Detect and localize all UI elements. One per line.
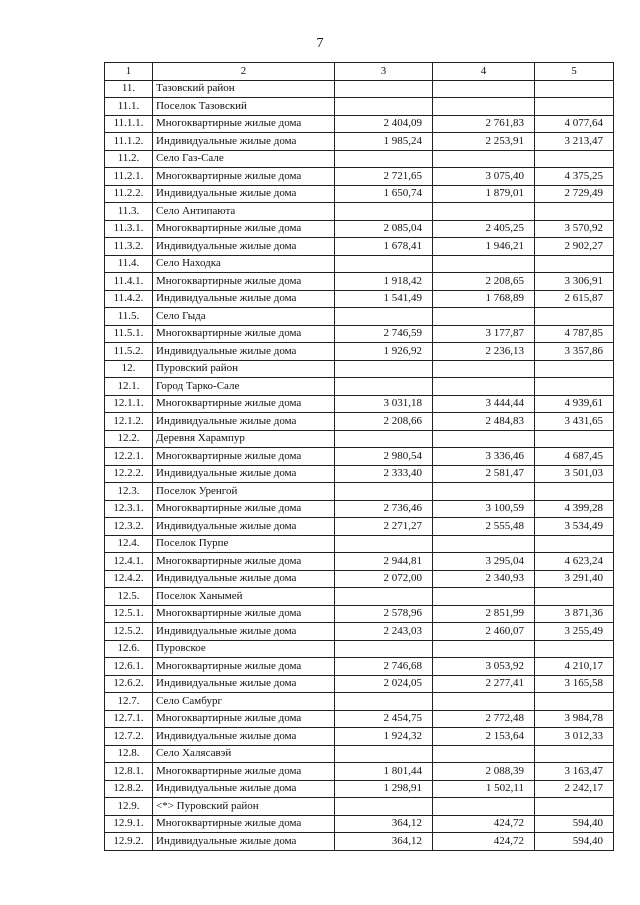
value-col5-cell: 594,40 [535, 833, 614, 851]
row-name-cell: Многоквартирные жилые дома [153, 220, 335, 238]
row-name-cell: Многоквартирные жилые дома [153, 448, 335, 466]
value-col4-cell: 424,72 [433, 833, 535, 851]
row-name-cell: Село Халясавэй [153, 745, 335, 763]
row-number-cell: 12.4. [105, 535, 153, 553]
value-col4-cell: 3 336,46 [433, 448, 535, 466]
value-col3-cell: 2 736,46 [335, 500, 433, 518]
row-name-cell: Индивидуальные жилые дома [153, 185, 335, 203]
row-name-cell: Индивидуальные жилые дома [153, 623, 335, 641]
row-number-cell: 12.3.1. [105, 500, 153, 518]
header-cell-1: 1 [105, 63, 153, 81]
row-number-cell: 12. [105, 360, 153, 378]
table-row [105, 308, 614, 326]
value-col4-cell: 3 295,04 [433, 553, 535, 571]
row-number-cell: 11.5. [105, 308, 153, 326]
value-col3-cell: 2 072,00 [335, 570, 433, 588]
table-row [105, 570, 614, 588]
row-name-cell: Многоквартирные жилые дома [153, 325, 335, 343]
row-number-cell: 11.1.2. [105, 133, 153, 151]
table-row [105, 238, 614, 256]
row-name-cell: Многоквартирные жилые дома [153, 658, 335, 676]
value-col3-cell: 2 333,40 [335, 465, 433, 483]
value-col4-cell: 1 502,11 [433, 780, 535, 798]
value-col5-cell [535, 150, 614, 168]
row-number-cell: 11. [105, 80, 153, 98]
row-number-cell: 11.2. [105, 150, 153, 168]
value-col5-cell [535, 378, 614, 396]
value-col3-cell [335, 693, 433, 711]
tariff-table [104, 62, 614, 851]
table-row [105, 255, 614, 273]
value-col3-cell [335, 483, 433, 501]
value-col3-cell: 2 085,04 [335, 220, 433, 238]
row-number-cell: 12.2.2. [105, 465, 153, 483]
table-row [105, 833, 614, 851]
value-col4-cell: 3 444,44 [433, 395, 535, 413]
row-number-cell: 11.4.1. [105, 273, 153, 291]
value-col3-cell: 2 721,65 [335, 168, 433, 186]
value-col5-cell [535, 693, 614, 711]
row-number-cell: 11.4. [105, 255, 153, 273]
table-row [105, 588, 614, 606]
value-col5-cell: 4 077,64 [535, 115, 614, 133]
row-number-cell: 12.9. [105, 798, 153, 816]
row-number-cell: 12.9.2. [105, 833, 153, 851]
row-number-cell: 12.1.2. [105, 413, 153, 431]
value-col3-cell: 3 031,18 [335, 395, 433, 413]
row-name-cell: Многоквартирные жилые дома [153, 763, 335, 781]
value-col3-cell [335, 98, 433, 116]
row-name-cell: Индивидуальные жилые дома [153, 465, 335, 483]
row-number-cell: 12.5. [105, 588, 153, 606]
table-row [105, 115, 614, 133]
value-col5-cell: 3 291,40 [535, 570, 614, 588]
value-col5-cell: 3 165,58 [535, 675, 614, 693]
row-name-cell: Индивидуальные жилые дома [153, 728, 335, 746]
row-name-cell: Индивидуальные жилые дома [153, 518, 335, 536]
value-col4-cell: 3 075,40 [433, 168, 535, 186]
value-col5-cell [535, 80, 614, 98]
row-name-cell: Индивидуальные жилые дома [153, 780, 335, 798]
value-col3-cell [335, 80, 433, 98]
table-row [105, 448, 614, 466]
value-col5-cell: 3 501,03 [535, 465, 614, 483]
value-col3-cell: 1 924,32 [335, 728, 433, 746]
row-name-cell: Поселок Уренгой [153, 483, 335, 501]
value-col4-cell: 2 484,83 [433, 413, 535, 431]
table-row [105, 658, 614, 676]
table-row [105, 273, 614, 291]
row-number-cell: 11.5.1. [105, 325, 153, 343]
value-col4-cell: 2 851,99 [433, 605, 535, 623]
row-number-cell: 12.7. [105, 693, 153, 711]
value-col3-cell: 2 980,54 [335, 448, 433, 466]
table-row [105, 640, 614, 658]
row-number-cell: 12.3. [105, 483, 153, 501]
value-col3-cell: 1 985,24 [335, 133, 433, 151]
table-row [105, 780, 614, 798]
value-col4-cell: 2 153,64 [433, 728, 535, 746]
row-name-cell: Село Находка [153, 255, 335, 273]
row-name-cell: Многоквартирные жилые дома [153, 605, 335, 623]
value-col3-cell: 364,12 [335, 815, 433, 833]
value-col3-cell: 364,12 [335, 833, 433, 851]
value-col5-cell: 3 012,33 [535, 728, 614, 746]
header-cell-3: 3 [335, 63, 433, 81]
value-col5-cell [535, 588, 614, 606]
row-number-cell: 12.5.1. [105, 605, 153, 623]
row-number-cell: 12.9.1. [105, 815, 153, 833]
row-number-cell: 11.4.2. [105, 290, 153, 308]
value-col3-cell: 2 024,05 [335, 675, 433, 693]
row-name-cell: Индивидуальные жилые дома [153, 133, 335, 151]
row-number-cell: 12.1. [105, 378, 153, 396]
table-row [105, 693, 614, 711]
value-col3-cell: 2 404,09 [335, 115, 433, 133]
value-col4-cell: 2 208,65 [433, 273, 535, 291]
table-row [105, 203, 614, 221]
value-col5-cell: 4 399,28 [535, 500, 614, 518]
table-header [105, 63, 614, 81]
value-col5-cell: 2 615,87 [535, 290, 614, 308]
table-row [105, 395, 614, 413]
value-col5-cell: 2 242,17 [535, 780, 614, 798]
row-number-cell: 12.3.2. [105, 518, 153, 536]
value-col5-cell: 3 431,65 [535, 413, 614, 431]
value-col5-cell: 3 163,47 [535, 763, 614, 781]
value-col5-cell: 3 306,91 [535, 273, 614, 291]
table-row [105, 763, 614, 781]
value-col3-cell [335, 640, 433, 658]
row-name-cell: Индивидуальные жилые дома [153, 290, 335, 308]
row-name-cell: Многоквартирные жилые дома [153, 553, 335, 571]
value-col3-cell [335, 360, 433, 378]
value-col3-cell: 2 746,68 [335, 658, 433, 676]
value-col3-cell: 2 944,81 [335, 553, 433, 571]
value-col4-cell: 2 340,93 [433, 570, 535, 588]
row-name-cell: Многоквартирные жилые дома [153, 815, 335, 833]
table-row [105, 798, 614, 816]
row-name-cell: Многоквартирные жилые дома [153, 168, 335, 186]
value-col5-cell [535, 308, 614, 326]
value-col3-cell: 1 801,44 [335, 763, 433, 781]
value-col5-cell [535, 430, 614, 448]
value-col3-cell [335, 745, 433, 763]
value-col5-cell: 3 984,78 [535, 710, 614, 728]
value-col4-cell [433, 378, 535, 396]
row-name-cell: Индивидуальные жилые дома [153, 343, 335, 361]
value-col5-cell [535, 745, 614, 763]
value-col5-cell: 4 787,85 [535, 325, 614, 343]
table-row [105, 220, 614, 238]
value-col5-cell [535, 203, 614, 221]
header-cell-2: 2 [153, 63, 335, 81]
row-name-cell: Индивидуальные жилые дома [153, 570, 335, 588]
value-col3-cell [335, 255, 433, 273]
value-col4-cell: 2 405,25 [433, 220, 535, 238]
row-number-cell: 11.3.2. [105, 238, 153, 256]
row-name-cell: Город Тарко-Сале [153, 378, 335, 396]
value-col4-cell [433, 588, 535, 606]
row-name-cell: Многоквартирные жилые дома [153, 115, 335, 133]
row-name-cell: Село Гыда [153, 308, 335, 326]
value-col4-cell: 2 236,13 [433, 343, 535, 361]
table-row [105, 430, 614, 448]
value-col5-cell: 4 375,25 [535, 168, 614, 186]
value-col3-cell [335, 308, 433, 326]
value-col3-cell: 1 926,92 [335, 343, 433, 361]
row-name-cell: Индивидуальные жилые дома [153, 413, 335, 431]
value-col3-cell: 2 746,59 [335, 325, 433, 343]
value-col3-cell [335, 535, 433, 553]
row-number-cell: 12.4.2. [105, 570, 153, 588]
row-number-cell: 12.8.1. [105, 763, 153, 781]
value-col4-cell [433, 255, 535, 273]
row-number-cell: 12.6.2. [105, 675, 153, 693]
value-col4-cell [433, 360, 535, 378]
row-number-cell: 12.1.1. [105, 395, 153, 413]
header-cell-5: 5 [535, 63, 614, 81]
table-row [105, 518, 614, 536]
table-row [105, 360, 614, 378]
value-col3-cell: 2 578,96 [335, 605, 433, 623]
row-number-cell: 12.7.2. [105, 728, 153, 746]
page-number: 7 [316, 36, 324, 51]
row-number-cell: 12.6. [105, 640, 153, 658]
row-name-cell: Деревня Харампур [153, 430, 335, 448]
row-name-cell: <*> Пуровский район [153, 798, 335, 816]
value-col3-cell: 1 678,41 [335, 238, 433, 256]
value-col4-cell [433, 798, 535, 816]
table-row [105, 605, 614, 623]
value-col4-cell [433, 150, 535, 168]
row-name-cell: Индивидуальные жилые дома [153, 833, 335, 851]
value-col4-cell [433, 98, 535, 116]
value-col5-cell: 4 939,61 [535, 395, 614, 413]
value-col5-cell: 594,40 [535, 815, 614, 833]
table-row [105, 623, 614, 641]
table-row [105, 185, 614, 203]
value-col4-cell: 2 277,41 [433, 675, 535, 693]
value-col5-cell: 2 902,27 [535, 238, 614, 256]
value-col4-cell: 1 879,01 [433, 185, 535, 203]
value-col3-cell: 2 208,66 [335, 413, 433, 431]
row-number-cell: 11.2.1. [105, 168, 153, 186]
value-col5-cell [535, 98, 614, 116]
value-col4-cell [433, 693, 535, 711]
value-col4-cell: 2 772,48 [433, 710, 535, 728]
value-col4-cell: 3 177,87 [433, 325, 535, 343]
row-number-cell: 11.3.1. [105, 220, 153, 238]
row-name-cell: Пуровское [153, 640, 335, 658]
row-name-cell: Многоквартирные жилые дома [153, 500, 335, 518]
value-col4-cell [433, 483, 535, 501]
row-number-cell: 11.2.2. [105, 185, 153, 203]
value-col3-cell: 1 298,91 [335, 780, 433, 798]
row-name-cell: Пуровский район [153, 360, 335, 378]
row-number-cell: 12.2. [105, 430, 153, 448]
table-body [105, 80, 614, 850]
value-col4-cell: 1 768,89 [433, 290, 535, 308]
value-col4-cell: 3 100,59 [433, 500, 535, 518]
value-col3-cell [335, 430, 433, 448]
table-row [105, 325, 614, 343]
value-col5-cell [535, 535, 614, 553]
value-col5-cell: 3 534,49 [535, 518, 614, 536]
table-row [105, 150, 614, 168]
value-col4-cell: 2 555,48 [433, 518, 535, 536]
value-col4-cell [433, 430, 535, 448]
row-number-cell: 12.8. [105, 745, 153, 763]
row-number-cell: 12.4.1. [105, 553, 153, 571]
table-row [105, 465, 614, 483]
value-col5-cell: 3 357,86 [535, 343, 614, 361]
table-row [105, 815, 614, 833]
header-cell-4: 4 [433, 63, 535, 81]
table-row [105, 290, 614, 308]
table-row [105, 728, 614, 746]
table-row [105, 343, 614, 361]
value-col4-cell: 2 088,39 [433, 763, 535, 781]
value-col5-cell: 3 871,36 [535, 605, 614, 623]
row-name-cell: Поселок Пурпе [153, 535, 335, 553]
row-name-cell: Многоквартирные жилые дома [153, 395, 335, 413]
row-name-cell: Индивидуальные жилые дома [153, 238, 335, 256]
value-col4-cell: 2 761,83 [433, 115, 535, 133]
value-col4-cell [433, 535, 535, 553]
value-col4-cell: 2 253,91 [433, 133, 535, 151]
table-row [105, 553, 614, 571]
value-col3-cell: 2 243,03 [335, 623, 433, 641]
row-name-cell: Село Газ-Сале [153, 150, 335, 168]
value-col5-cell: 3 570,92 [535, 220, 614, 238]
value-col5-cell [535, 360, 614, 378]
value-col4-cell [433, 745, 535, 763]
value-col4-cell [433, 80, 535, 98]
value-col5-cell: 4 210,17 [535, 658, 614, 676]
value-col5-cell [535, 798, 614, 816]
value-col5-cell: 2 729,49 [535, 185, 614, 203]
row-name-cell: Село Антипаюта [153, 203, 335, 221]
value-col5-cell [535, 640, 614, 658]
row-name-cell: Многоквартирные жилые дома [153, 710, 335, 728]
row-number-cell: 11.3. [105, 203, 153, 221]
table-row [105, 675, 614, 693]
value-col3-cell [335, 150, 433, 168]
value-col3-cell: 1 918,42 [335, 273, 433, 291]
row-number-cell: 12.7.1. [105, 710, 153, 728]
value-col3-cell [335, 798, 433, 816]
value-col4-cell [433, 203, 535, 221]
table-row [105, 413, 614, 431]
value-col3-cell: 2 271,27 [335, 518, 433, 536]
row-name-cell: Поселок Тазовский [153, 98, 335, 116]
value-col4-cell [433, 308, 535, 326]
value-col3-cell [335, 378, 433, 396]
value-col3-cell: 1 650,74 [335, 185, 433, 203]
value-col5-cell: 3 255,49 [535, 623, 614, 641]
value-col4-cell: 1 946,21 [433, 238, 535, 256]
table-row [105, 80, 614, 98]
table-row [105, 745, 614, 763]
header-row [105, 63, 614, 81]
row-number-cell: 11.1.1. [105, 115, 153, 133]
table-row [105, 98, 614, 116]
value-col3-cell [335, 203, 433, 221]
value-col5-cell [535, 483, 614, 501]
value-col4-cell: 2 581,47 [433, 465, 535, 483]
table-row [105, 483, 614, 501]
table-row [105, 133, 614, 151]
row-number-cell: 12.8.2. [105, 780, 153, 798]
row-name-cell: Многоквартирные жилые дома [153, 273, 335, 291]
row-number-cell: 11.1. [105, 98, 153, 116]
table-row [105, 168, 614, 186]
value-col5-cell [535, 255, 614, 273]
value-col4-cell: 424,72 [433, 815, 535, 833]
value-col5-cell: 4 623,24 [535, 553, 614, 571]
value-col4-cell: 3 053,92 [433, 658, 535, 676]
row-number-cell: 12.2.1. [105, 448, 153, 466]
value-col4-cell [433, 640, 535, 658]
row-name-cell: Село Самбург [153, 693, 335, 711]
row-name-cell: Тазовский район [153, 80, 335, 98]
value-col3-cell: 1 541,49 [335, 290, 433, 308]
table-row [105, 500, 614, 518]
row-number-cell: 12.6.1. [105, 658, 153, 676]
value-col5-cell: 4 687,45 [535, 448, 614, 466]
table-row [105, 710, 614, 728]
table-row [105, 378, 614, 396]
row-name-cell: Поселок Ханымей [153, 588, 335, 606]
row-number-cell: 11.5.2. [105, 343, 153, 361]
value-col4-cell: 2 460,07 [433, 623, 535, 641]
table-row [105, 535, 614, 553]
value-col3-cell: 2 454,75 [335, 710, 433, 728]
row-name-cell: Индивидуальные жилые дома [153, 675, 335, 693]
row-number-cell: 12.5.2. [105, 623, 153, 641]
value-col3-cell [335, 588, 433, 606]
value-col5-cell: 3 213,47 [535, 133, 614, 151]
